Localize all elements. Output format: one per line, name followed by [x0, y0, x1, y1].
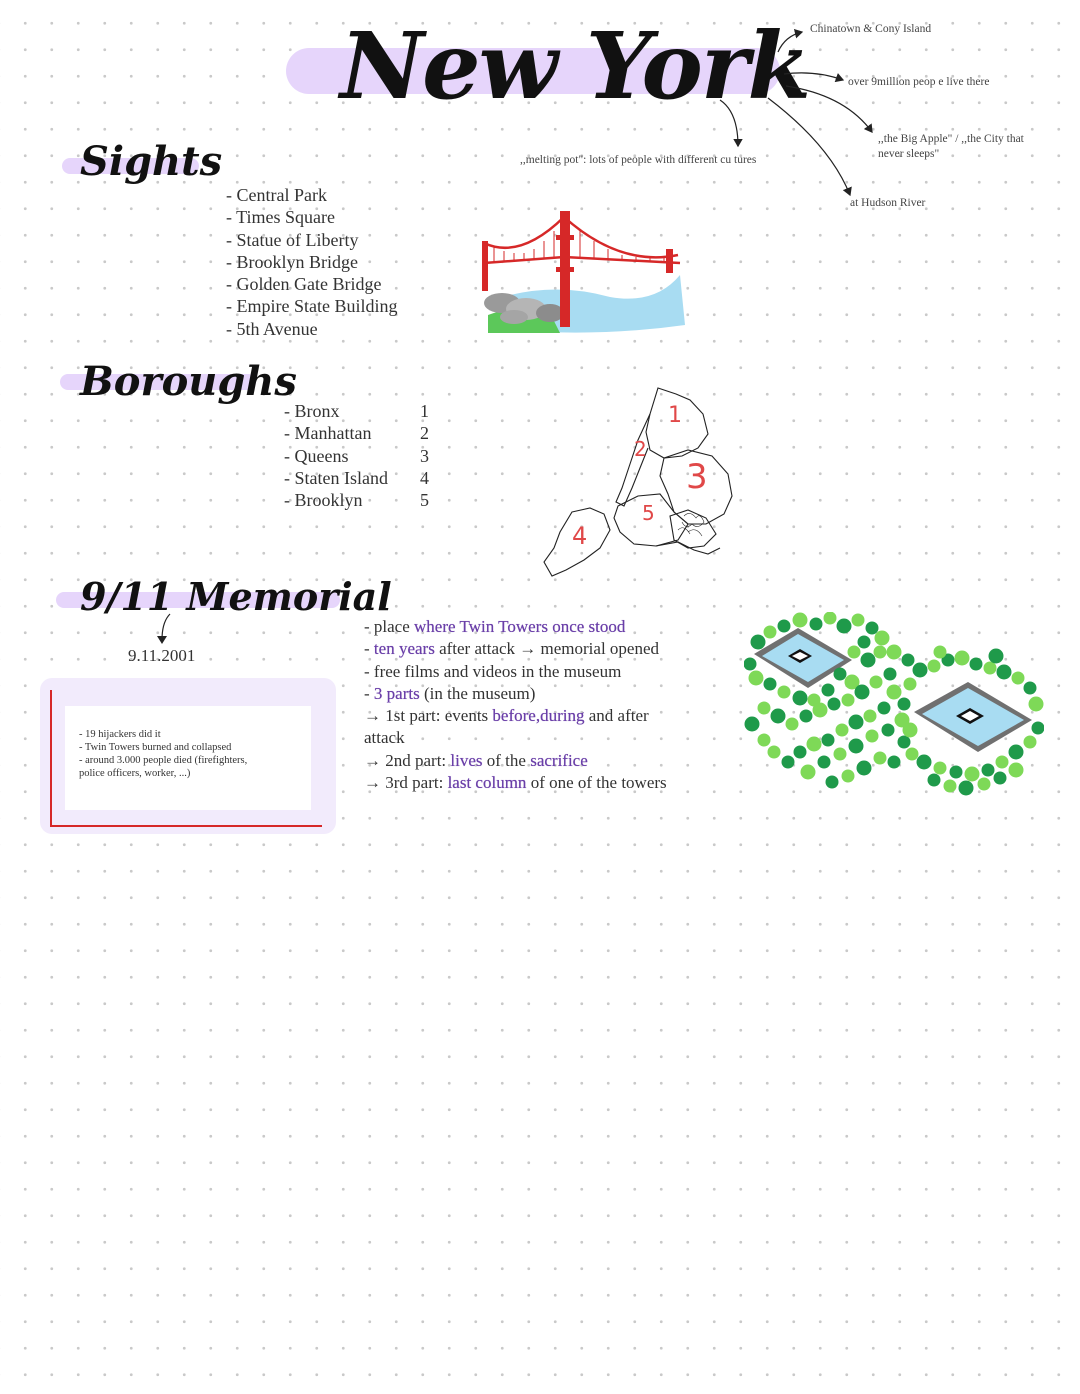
tree-icon — [745, 717, 760, 732]
tree-icon — [906, 748, 919, 761]
borough-number: 5 — [420, 490, 429, 511]
tree-icon — [864, 710, 877, 723]
memorial-line — [364, 705, 667, 727]
memorial-line — [364, 727, 667, 749]
tree-icon — [994, 772, 1007, 785]
tree-icon — [744, 658, 757, 671]
memorial-line — [364, 616, 667, 638]
south-pool — [914, 682, 1032, 752]
tree-icon — [898, 736, 911, 749]
list-item — [284, 400, 429, 422]
tree-icon — [875, 631, 890, 646]
tree-icon — [749, 671, 764, 686]
tree-icon — [1029, 697, 1044, 712]
text-segment: after attack → memorial opened — [434, 639, 660, 659]
tree-icon — [996, 756, 1009, 769]
tree-icon — [870, 676, 883, 689]
tree-icon — [928, 774, 941, 787]
map-label-2: 2 — [634, 437, 647, 461]
tree-icon — [764, 626, 777, 639]
tree-icon — [822, 734, 835, 747]
tree-icon — [902, 654, 915, 667]
tree-icon — [888, 756, 901, 769]
memorial-card-line: police officers, worker, ...) — [79, 768, 191, 779]
arrow-melting-pot — [720, 100, 738, 146]
tree-icon — [982, 764, 995, 777]
tree-icon — [807, 737, 822, 752]
borough-number: 4 — [420, 467, 429, 488]
tree-icon — [1024, 736, 1037, 749]
tree-icon — [849, 739, 864, 754]
text-segment: - place — [364, 617, 415, 636]
page-title: New York — [340, 12, 810, 120]
tree-icon — [842, 694, 855, 707]
sights-heading: Sights — [80, 138, 223, 185]
boroughs-list — [284, 400, 429, 511]
memorial-date: 9.11.2001 — [128, 646, 196, 665]
tree-icon — [834, 748, 847, 761]
tree-icon — [794, 746, 807, 759]
tree-icon — [818, 756, 831, 769]
sights-list — [226, 184, 397, 340]
tree-icon — [848, 646, 861, 659]
tree-icon — [861, 653, 876, 668]
tree-icon — [878, 702, 891, 715]
list-item: - Times Square — [226, 207, 336, 228]
tree-icon — [857, 761, 872, 776]
tree-icon — [778, 686, 791, 699]
memorial-card — [65, 706, 311, 810]
list-item: - Statue of Liberty — [226, 229, 359, 250]
memorial-date-arrow — [148, 612, 178, 646]
list-item: - Brooklyn Bridge — [226, 251, 358, 272]
memorial-notes — [364, 616, 667, 794]
tree-icon — [884, 668, 897, 681]
list-item: - Central Park — [226, 185, 327, 205]
tree-icon — [771, 709, 786, 724]
tree-icon — [786, 718, 799, 731]
memorial-line — [364, 683, 667, 705]
highlight-segment: lives — [450, 750, 483, 770]
arrow-big-apple — [786, 86, 872, 132]
tree-icon — [768, 746, 781, 759]
memorial-line — [364, 661, 667, 683]
nyc-borough-map-icon — [538, 384, 748, 580]
tree-icon — [955, 651, 970, 666]
highlight-segment: where Twin Towers once stood — [414, 617, 626, 636]
list-item: - 5th Avenue — [226, 318, 318, 339]
tree-icon — [934, 762, 947, 775]
memorial-heading: 9/11 Memorial — [80, 574, 392, 619]
tree-icon — [874, 646, 887, 659]
list-item — [284, 489, 429, 511]
map-label-1: 1 — [668, 403, 682, 428]
text-segment: - — [364, 639, 374, 659]
borough-number: 2 — [420, 423, 429, 444]
text-segment: of the — [482, 750, 531, 770]
tree-icon — [959, 781, 974, 796]
tree-icon — [852, 614, 865, 627]
tree-icon — [1009, 763, 1024, 778]
text-segment: → 3rd part: — [364, 773, 448, 793]
text-segment: - free films and videos in the museum — [364, 661, 622, 681]
fact-never-sleeps: never sleeps" — [878, 148, 940, 160]
borough-name: - Bronx — [284, 401, 340, 421]
memorial-card-line: - around 3.000 people died (firefighters, — [79, 755, 248, 766]
tree-icon — [824, 612, 837, 625]
borough-name: - Manhattan — [284, 423, 372, 444]
tree-icon — [782, 756, 795, 769]
tree-icon — [800, 710, 813, 723]
tree-icon — [858, 636, 871, 649]
list-item: - Empire State Building — [226, 296, 398, 317]
tree-icon — [855, 685, 870, 700]
tree-icon — [758, 702, 771, 715]
fact-population: over 9million peop e live there — [848, 76, 990, 88]
list-item — [284, 467, 429, 489]
map-label-5: 5 — [642, 501, 655, 525]
tree-icon — [978, 778, 991, 791]
arrow-hudson — [768, 98, 850, 195]
tree-icon — [758, 734, 771, 747]
tree-icon — [874, 752, 887, 765]
tree-icon — [822, 684, 835, 697]
list-item — [284, 445, 429, 467]
memorial-card-line: - 19 hijackers did it — [79, 729, 161, 740]
tree-icon — [887, 645, 902, 660]
tree-icon — [849, 715, 864, 730]
fact-melting-pot: ,,melting pot": lots of people with different cu tures — [520, 154, 757, 166]
borough-number: 1 — [420, 401, 429, 421]
borough-name: - Queens — [284, 445, 349, 466]
tree-icon — [826, 776, 839, 789]
tree-icon — [764, 678, 777, 691]
text-segment: (in the museum) — [419, 683, 536, 703]
map-label-3: 3 — [686, 457, 708, 497]
tree-icon — [913, 663, 928, 678]
tree-icon — [778, 620, 791, 633]
tree-icon — [934, 646, 947, 659]
memorial-pools-icon — [744, 612, 1044, 802]
memorial-card-line: - Twin Towers burned and collapsed — [79, 742, 232, 753]
tree-icon — [813, 703, 828, 718]
tree-icon — [984, 662, 997, 675]
tree-icon — [928, 660, 941, 673]
tree-icon — [944, 780, 957, 793]
memorial-line — [364, 750, 667, 772]
highlight-segment: sacrifice — [530, 750, 588, 770]
arrow-population — [784, 73, 843, 80]
tree-icon — [950, 766, 963, 779]
memorial-card-accent-horizontal — [50, 825, 322, 827]
tree-icon — [828, 698, 841, 711]
tree-icon — [836, 724, 849, 737]
tree-icon — [810, 618, 823, 631]
tree-icon — [882, 724, 895, 737]
tree-icon — [904, 678, 917, 691]
tree-icon — [997, 665, 1012, 680]
tree-icon — [1012, 672, 1025, 685]
tree-icon — [1032, 722, 1045, 735]
tree-icon — [866, 622, 879, 635]
fact-hudson: at Hudson River — [850, 197, 926, 209]
tree-icon — [903, 723, 918, 738]
list-item: - Golden Gate Bridge — [226, 274, 382, 295]
fact-chinatown: Chinatown & Cony Island — [810, 23, 932, 35]
borough-number: 3 — [420, 445, 429, 466]
tree-icon — [989, 649, 1004, 664]
tree-icon — [793, 691, 808, 706]
highlight-segment: last column — [447, 773, 527, 793]
tree-icon — [898, 698, 911, 711]
tree-icon — [801, 765, 816, 780]
tree-icon — [917, 755, 932, 770]
tree-icon — [751, 635, 766, 650]
text-segment: and after — [584, 706, 649, 726]
text-segment: - — [364, 683, 374, 703]
tree-icon — [970, 658, 983, 671]
map-label-4: 4 — [572, 522, 588, 550]
tree-icon — [1009, 745, 1024, 760]
tree-icon — [866, 730, 879, 743]
arrow-chinatown — [778, 32, 802, 52]
borough-name: - Brooklyn — [284, 490, 363, 511]
highlight-segment: before,during — [492, 706, 585, 726]
tree-icon — [1024, 682, 1037, 695]
text-segment: → 1st part: events — [364, 706, 493, 726]
list-item — [284, 422, 429, 444]
highlight-segment: ten years — [373, 639, 435, 659]
tree-icon — [842, 770, 855, 783]
memorial-card-accent-vertical — [50, 690, 52, 826]
highlight-segment: 3 parts — [373, 683, 420, 703]
golden-gate-bridge-icon — [480, 205, 692, 335]
memorial-line — [364, 638, 667, 660]
tree-icon — [965, 767, 980, 782]
tree-icon — [887, 685, 902, 700]
text-segment: attack — [364, 728, 405, 748]
tree-icon — [837, 619, 852, 634]
tree-icon — [834, 668, 847, 681]
boroughs-heading: Boroughs — [80, 358, 297, 405]
text-segment: of one of the towers — [526, 773, 667, 793]
fact-big-apple: ,,the Big Apple" / ,,the City that — [878, 133, 1024, 145]
text-segment: → 2nd part: — [364, 750, 451, 770]
borough-name: - Staten Island — [284, 467, 388, 488]
tree-icon — [793, 613, 808, 628]
memorial-line — [364, 772, 667, 794]
